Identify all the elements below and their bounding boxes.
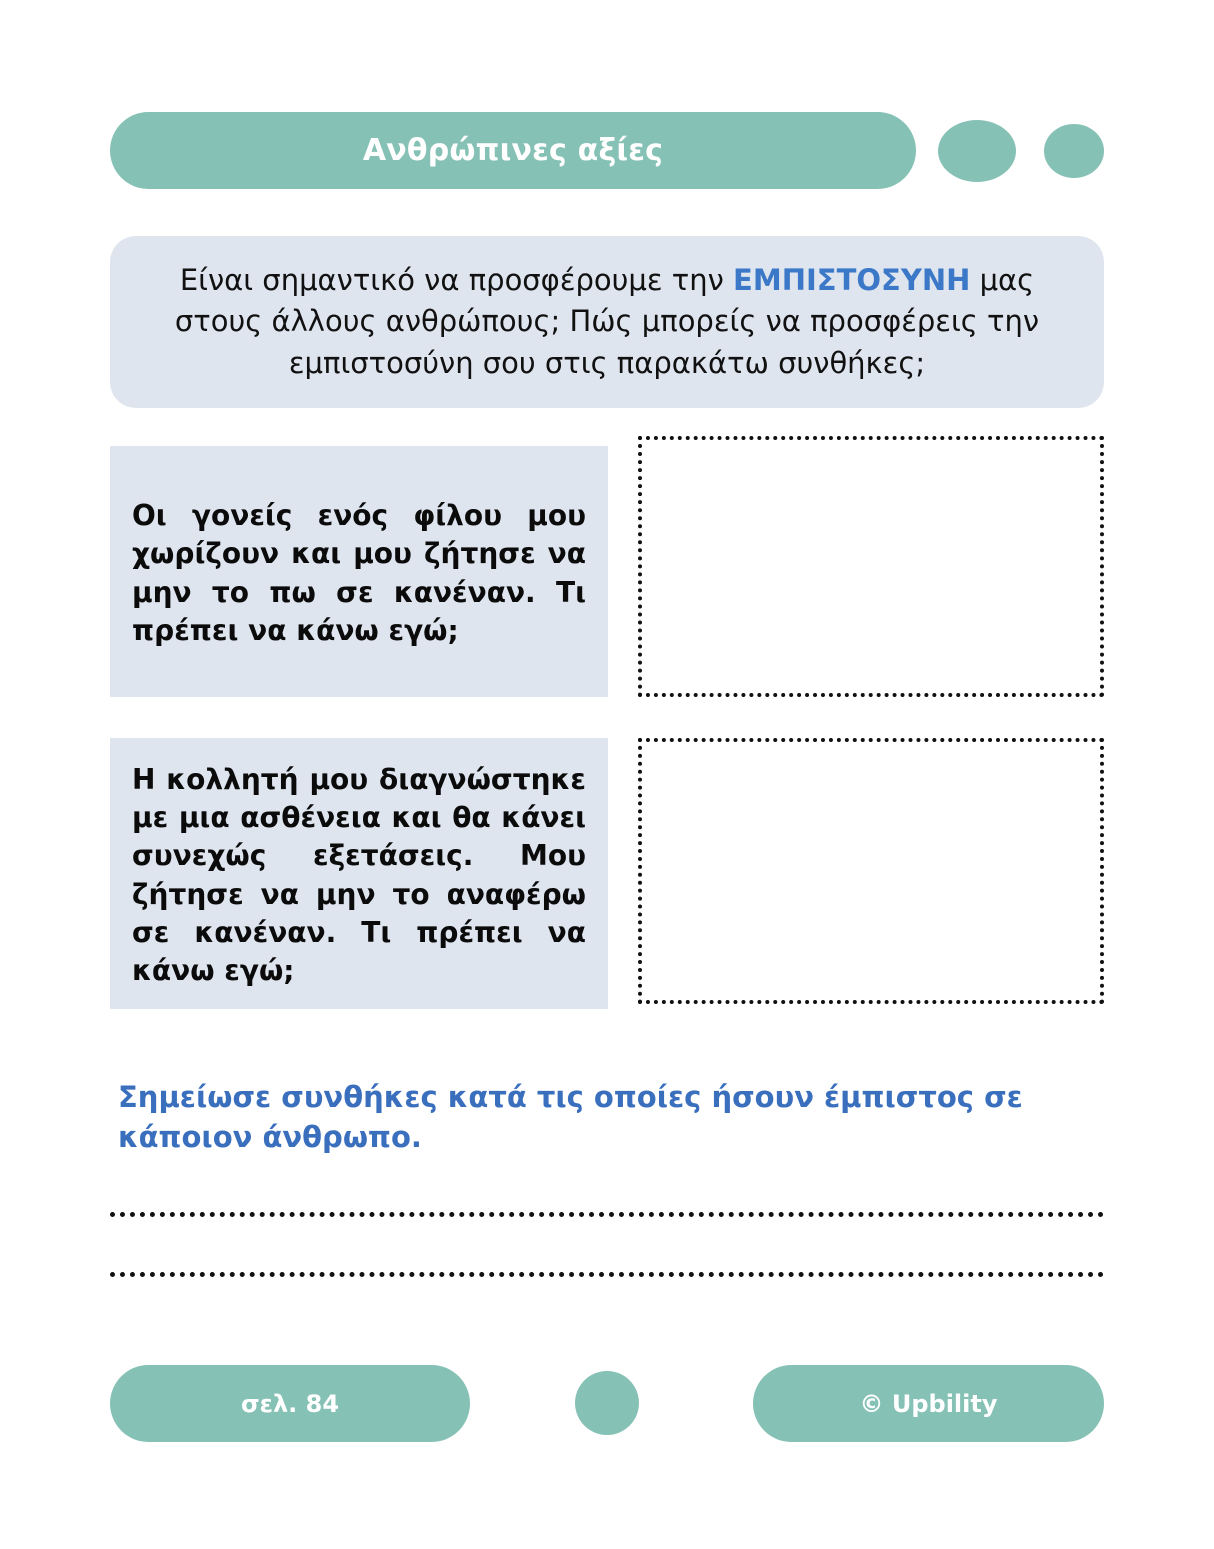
question-panel-1 bbox=[110, 446, 608, 697]
footer-circle-icon bbox=[575, 1371, 639, 1435]
question-panel-2 bbox=[110, 738, 608, 1009]
instruction-part-1: Είναι σημαντικό να προσφέρουμε την bbox=[179, 263, 734, 298]
answer-box-2[interactable] bbox=[638, 738, 1104, 1004]
header-circle-small-icon bbox=[1044, 124, 1104, 178]
writing-line-1[interactable] bbox=[110, 1212, 1104, 1217]
page-header bbox=[110, 112, 1104, 189]
question-text-2: Η κολλητή μου διαγνώστηκε με μια ασθένεια και θα κάνει συνεχώς εξετάσεις. Μου ζήτησε να μην το αναφέρω σε κανέναν. Τι πρέπει να κάνω εγώ; bbox=[132, 763, 586, 987]
writing-line-2[interactable] bbox=[110, 1272, 1104, 1277]
instruction-part-2: μας στους άλλους ανθρώπους; Πώς μπορείς να προσφέρεις την εμπιστοσύνη σου στις παρακάτω συνθήκες; bbox=[174, 263, 1040, 380]
footer-brand-pill bbox=[753, 1365, 1104, 1442]
header-circle-large-icon bbox=[938, 120, 1016, 182]
page-number-label: σελ. 84 bbox=[240, 1389, 340, 1418]
question-text-1: Οι γονείς ενός φίλου μου χωρίζουν και μου ζήτησε να μην το πω σε κανέναν. Τι πρέπει να κάνω εγώ; bbox=[132, 499, 586, 647]
header-title-pill bbox=[110, 112, 916, 189]
prompt-text: Σημείωσε συνθήκες κατά τις οποίες ήσουν έμπιστος σε κάποιον άνθρωπο. bbox=[118, 1080, 1023, 1155]
page-title: Ανθρώπινες αξίες bbox=[362, 133, 664, 168]
instruction-highlight: ΕΜΠΙΣΤΟΣΥΝΗ bbox=[733, 263, 971, 298]
instruction-panel bbox=[110, 236, 1104, 408]
footer-page-pill bbox=[110, 1365, 470, 1442]
instruction-text bbox=[144, 260, 1070, 384]
answer-box-1[interactable] bbox=[638, 436, 1104, 697]
brand-label: © Upbility bbox=[859, 1389, 998, 1418]
